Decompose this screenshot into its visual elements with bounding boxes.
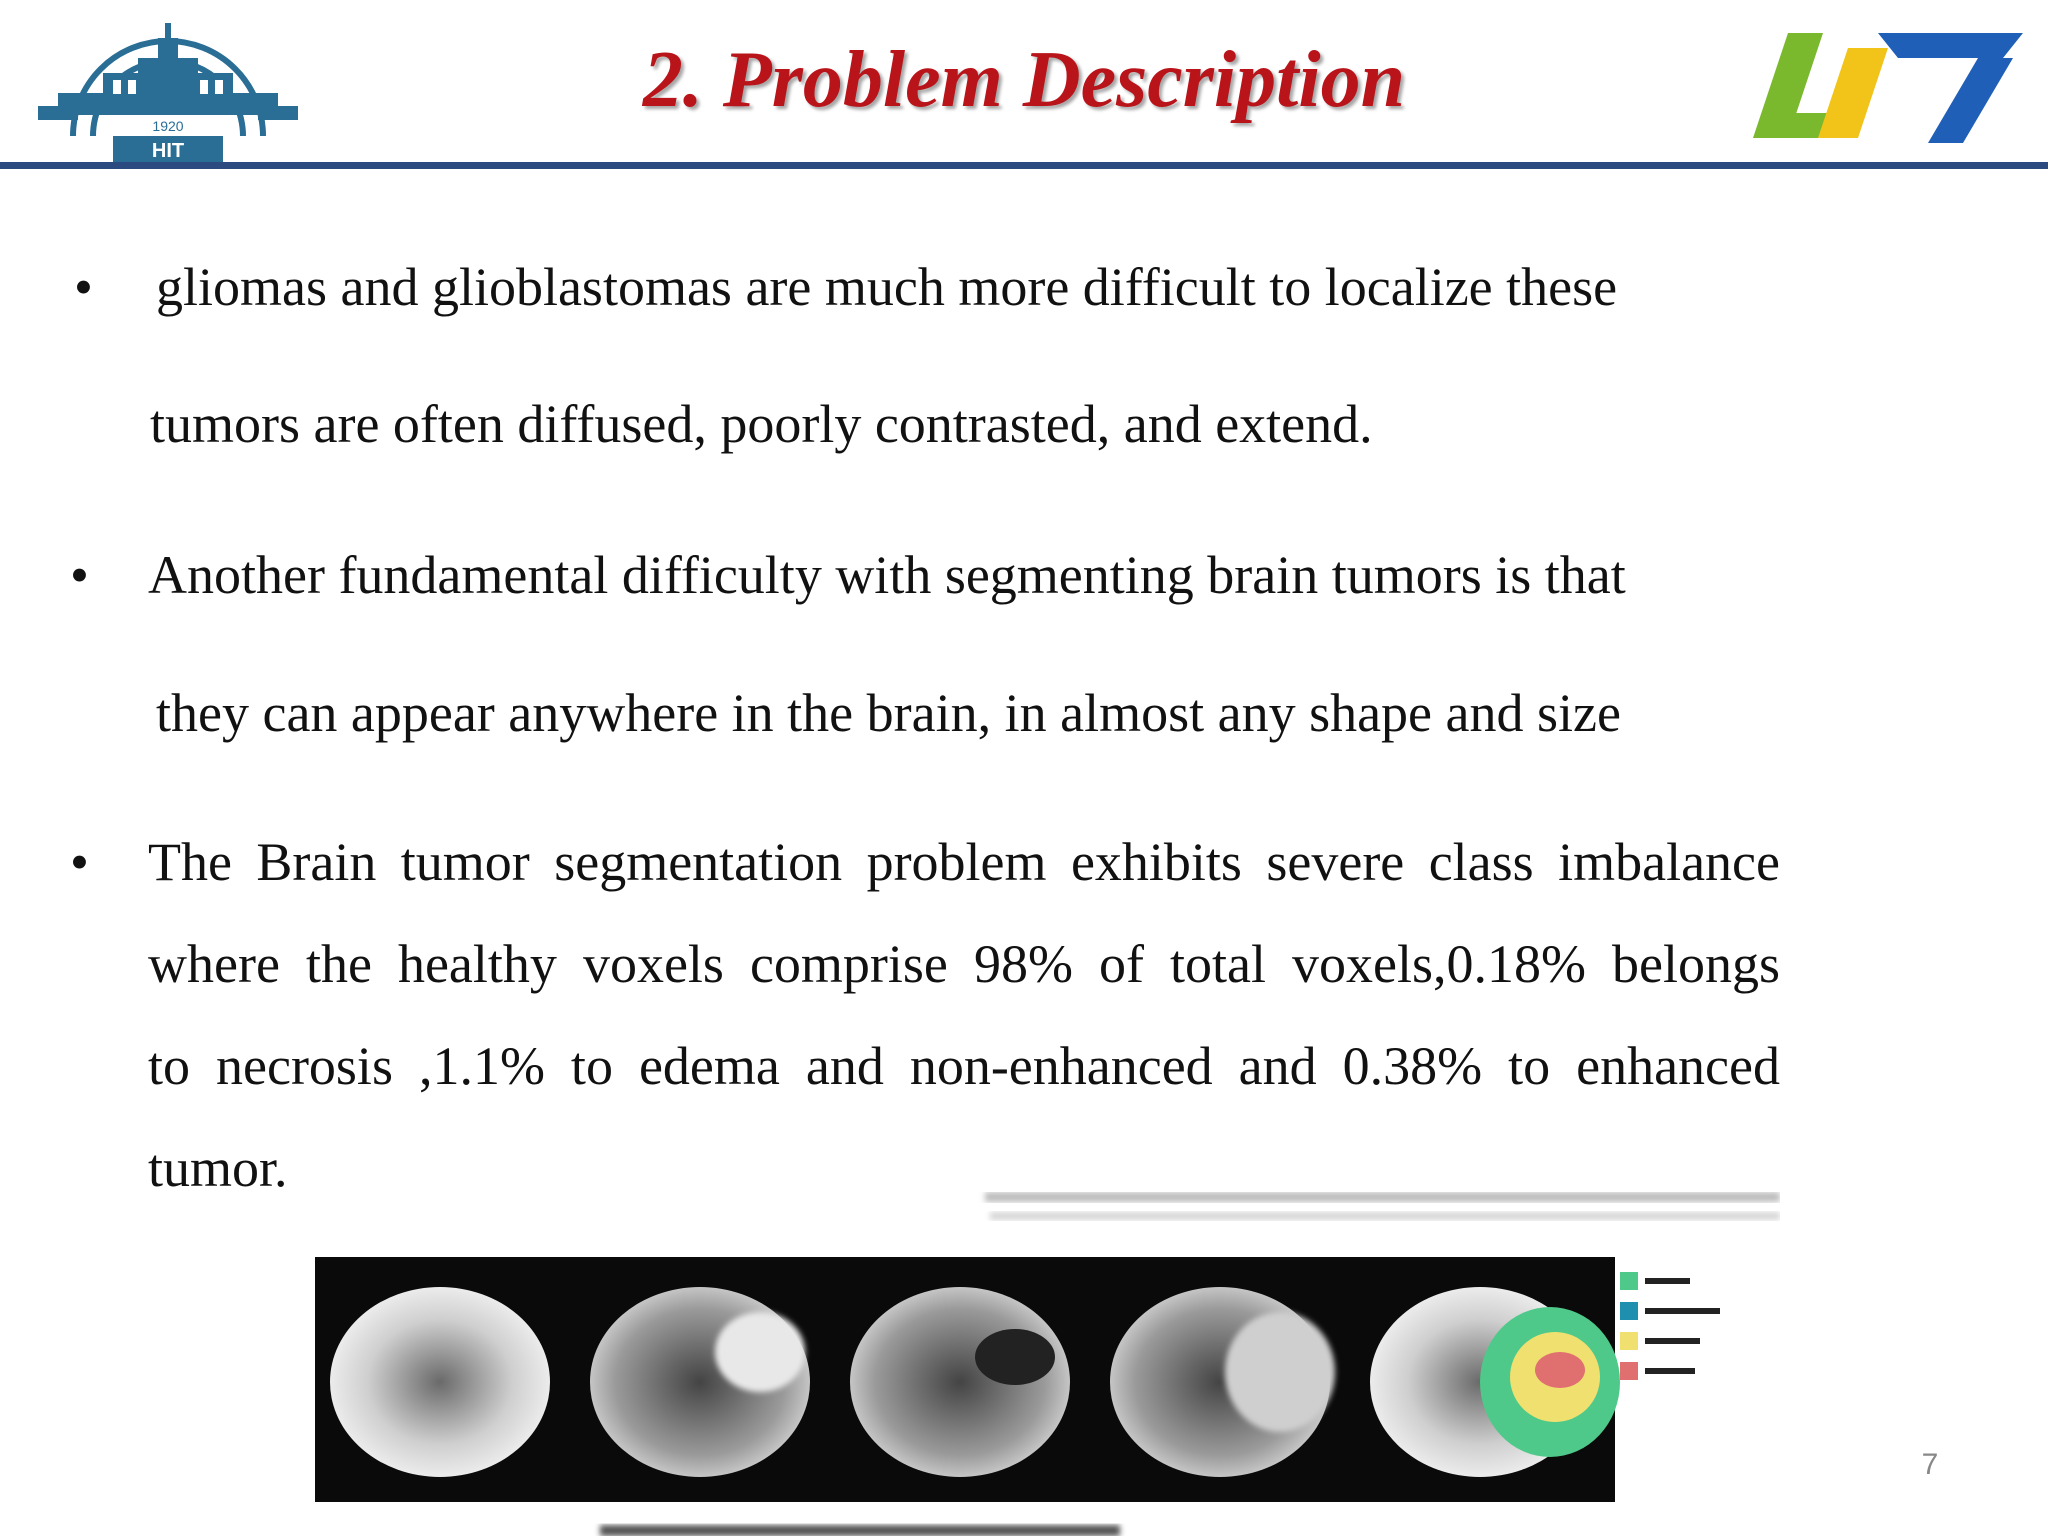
bullet-2-line-2: they can appear anywhere in the brain, in almost any shape and size (156, 683, 1621, 743)
bullet-marker-3: • (70, 832, 89, 892)
mri-brain-scans-image (290, 1192, 1780, 1536)
bullet-3-line-2: where the healthy voxels comprise 98% of total voxels,0.18% belongs (148, 934, 1780, 994)
bullet-3-line-4: tumor. (148, 1138, 288, 1198)
bullet-3-line-1: The Brain tumor segmentation problem exhibits severe class imbalance (148, 832, 1780, 892)
header-divider (0, 162, 2048, 169)
bullet-3-line-3: to necrosis ,1.1% to edema and non-enhanced and 0.38% to enhanced (148, 1036, 1780, 1096)
bullet-marker-1: • (74, 257, 93, 317)
bullet-marker-2: • (70, 545, 89, 605)
seal-letters-text: HIT (151, 140, 185, 162)
bullet-2-line-1: Another fundamental difficulty with segmenting brain tumors is that (148, 545, 1626, 605)
bullet-1-line-1: gliomas and glioblastomas are much more difficult to localize these (156, 257, 1618, 317)
seal-year-text: 1920 (152, 118, 184, 134)
page-number: 7 (1921, 1448, 1939, 1481)
lab-logo-icon (1748, 28, 2028, 148)
slide-title: 2. Problem Description (642, 36, 1406, 124)
bullet-1-line-2: tumors are often diffused, poorly contrasted, and extend. (150, 394, 1373, 454)
